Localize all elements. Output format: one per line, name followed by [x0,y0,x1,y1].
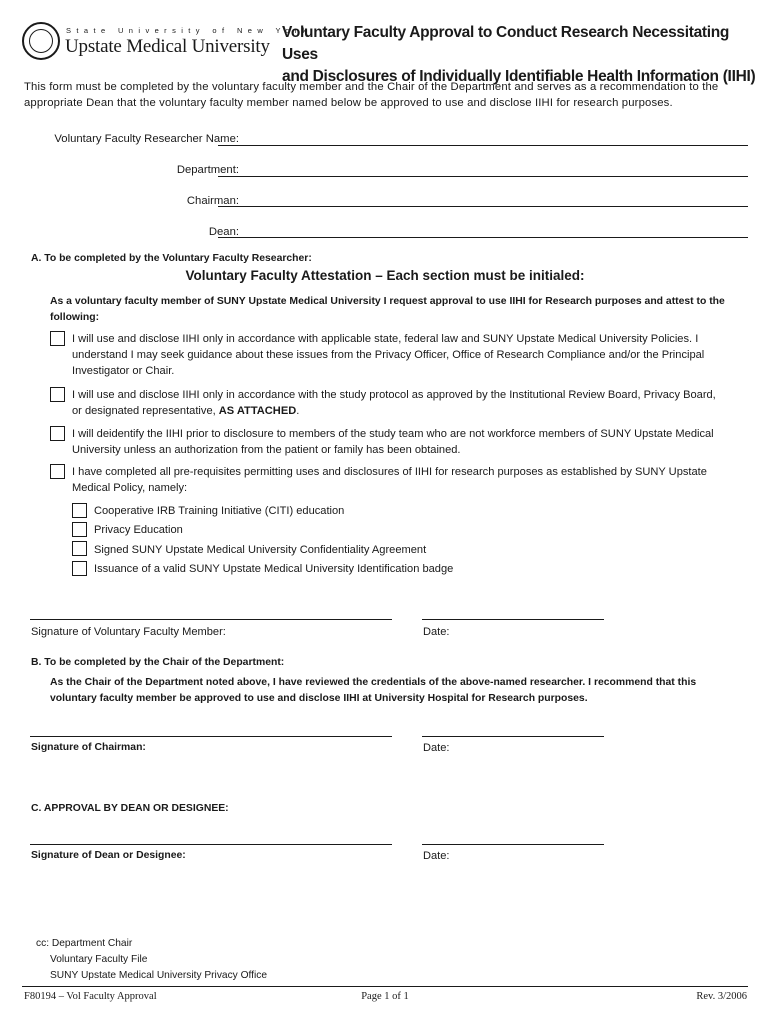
cc-line3: SUNY Upstate Medical University Privacy Office [50,970,268,981]
section-b-statement [50,675,755,707]
researcher-date-line[interactable] [422,619,604,620]
attestation-item-3-line2: University unless an authorization from the patient or family has been obtained. [72,444,461,456]
attestation-item-2-suffix: . [296,405,300,417]
chairman-signature-line[interactable] [30,736,392,737]
cc-line1: cc: Department Chair [36,938,133,949]
prerequisite-privacy: Privacy Education [94,524,183,536]
attestation-item-3-line1: I will deidentify the IIHI prior to disclosure to members of the study team who are not workforce members of SUNY Upstate Medical [72,428,714,440]
cc-line2: Voluntary Faculty File [50,954,148,965]
section-c-heading: C. APPROVAL BY DEAN OR DESIGNEE: [31,803,229,814]
researcher-name-label: Voluntary Faculty Researcher Name: [54,133,239,145]
attestation-item-2-prefix: or designated representative, [72,405,219,417]
form-title-line1: Voluntary Faculty Approval to Conduct Research Necessitating Uses [282,24,730,63]
request-line1: As a voluntary faculty member of SUNY Upstate Medical University I request approval to use IIHI for Research purposes and attest to the [50,296,725,307]
attestation-item-1-line2: understand I may seek guidance about these issues from the Privacy Officer, Office of Research Compliance and/or the Principal [72,349,705,361]
attestation-item-4-line2: Medical Policy, namely: [72,482,188,494]
attestation-item-2 [72,387,752,419]
footer-page-number: Page 1 of 1 [361,991,409,1002]
attestation-item-1-line3: Investigator or Chair. [72,365,175,377]
dean-label: Dean: [208,226,239,238]
attestation-item-2-line1: I will use and disclose IIHI only in accordance with the study protocol as approved by the Institutional Review Board, Privacy Board, [72,389,716,401]
prerequisite-confidentiality: Signed SUNY Upstate Medical University Confidentiality Agreement [94,544,427,556]
section-b-line2: voluntary faculty member be approved to use and disclose IIHI at University Hospital for Research purposes. [50,693,588,704]
chairman-date-label: Date: [423,742,450,754]
section-a-heading: A. To be completed by the Voluntary Faculty Researcher: [31,253,312,264]
system-name: State University of New York [66,26,312,35]
section-b-line1: As the Chair of the Department noted above, I have reviewed the credentials of the above-named researcher. I recommend that this [50,677,697,688]
attestation-item-1 [72,331,752,379]
university-name: Upstate Medical University [65,36,270,57]
chairman-label: Chairman: [186,195,239,207]
researcher-date-label: Date: [423,626,450,638]
intro-line1: This form must be completed by the voluntary faculty member and the Chair of the Department and serves as a recommendation to the [24,81,719,93]
prerequisite-badge: Issuance of a valid SUNY Upstate Medical University Identification badge [94,563,454,575]
attestation-item-4-line1: I have completed all pre-requisites permitting uses and disclosures of IIHI for research purposes as established by SUNY Upstate [72,466,707,478]
department-field[interactable] [218,176,748,177]
prerequisite-citi: Cooperative IRB Training Initiative (CITI) education [94,505,345,517]
attestation-checkbox-3[interactable] [50,426,65,441]
section-b-heading: B. To be completed by the Chair of the Department: [31,657,285,668]
department-label: Department: [176,164,239,176]
attestation-item-1-line1: I will use and disclose IIHI only in accordance with applicable state, federal law and SUNY Upstate Medical University Policies. I [72,333,699,345]
intro-line2: appropriate Dean that the voluntary faculty member named below be approved to use and disclose IIHI for research purposes. [24,97,673,109]
request-line2: following: [50,312,100,323]
prerequisite-checkbox-citi[interactable] [72,503,87,518]
researcher-signature-line[interactable] [30,619,392,620]
intro-text [24,79,750,111]
chairman-date-line[interactable] [422,736,604,737]
dean-signature-line[interactable] [30,844,392,845]
attestation-item-3 [72,426,752,458]
footer-form-id: F80194 – Vol Faculty Approval [24,991,157,1002]
form-title-line2: and Disclosures of Individually Identifiable Health Information (IIHI) [282,68,756,85]
university-seal-icon [22,22,60,60]
attestation-item-2-line2 [72,403,752,419]
as-attached-emphasis: AS ATTACHED [218,405,297,417]
prerequisite-checkbox-privacy[interactable] [72,522,87,537]
footer-divider [22,986,748,987]
footer-revision: Rev. 3/2006 [696,991,747,1002]
attestation-checkbox-4[interactable] [50,464,65,479]
request-statement [50,294,755,326]
dean-signature-label: Signature of Dean or Designee: [31,850,186,861]
attestation-item-4 [72,464,752,496]
researcher-signature-label: Signature of Voluntary Faculty Member: [31,626,226,638]
dean-date-label: Date: [423,850,450,862]
prerequisite-checkbox-badge[interactable] [72,561,87,576]
attestation-title: Voluntary Faculty Attestation – Each section must be initialed: [185,268,585,283]
researcher-name-field[interactable] [218,145,748,146]
attestation-checkbox-2[interactable] [50,387,65,402]
chairman-field[interactable] [218,206,748,207]
dean-field[interactable] [218,237,748,238]
chairman-signature-label: Signature of Chairman: [31,742,146,753]
dean-date-line[interactable] [422,844,604,845]
prerequisite-checkbox-confidentiality[interactable] [72,541,87,556]
attestation-checkbox-1[interactable] [50,331,65,346]
